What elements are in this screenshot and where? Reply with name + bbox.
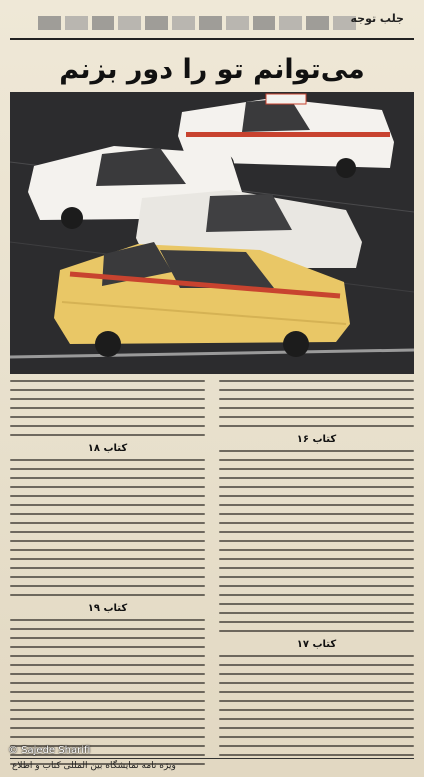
subhead-book-16: کتاب ۱۶ xyxy=(296,434,337,445)
taxis-illustration xyxy=(10,92,414,374)
section-label: جلب توجه xyxy=(350,12,404,25)
body-column-right xyxy=(219,380,414,750)
photo-watermark: © Sajede Sharifi xyxy=(8,745,91,756)
subhead-book-17: کتاب ۱۷ xyxy=(296,639,337,650)
article-photo-taxis xyxy=(10,92,414,374)
article-body xyxy=(10,380,414,750)
footer-caption: ویژه نامه نمایشگاه بین المللی کتاب و اطلاع xyxy=(12,761,176,771)
article-headline: می‌توانم تو را دور بزنم xyxy=(59,54,365,85)
subhead-book-18: کتاب ۱۸ xyxy=(87,443,128,454)
page-header xyxy=(10,10,414,36)
subhead-book-19: کتاب ۱۹ xyxy=(87,603,128,614)
decorative-squares xyxy=(38,16,356,30)
header-rule xyxy=(10,38,414,40)
body-column-left xyxy=(10,380,205,750)
footer-rule xyxy=(10,758,414,759)
